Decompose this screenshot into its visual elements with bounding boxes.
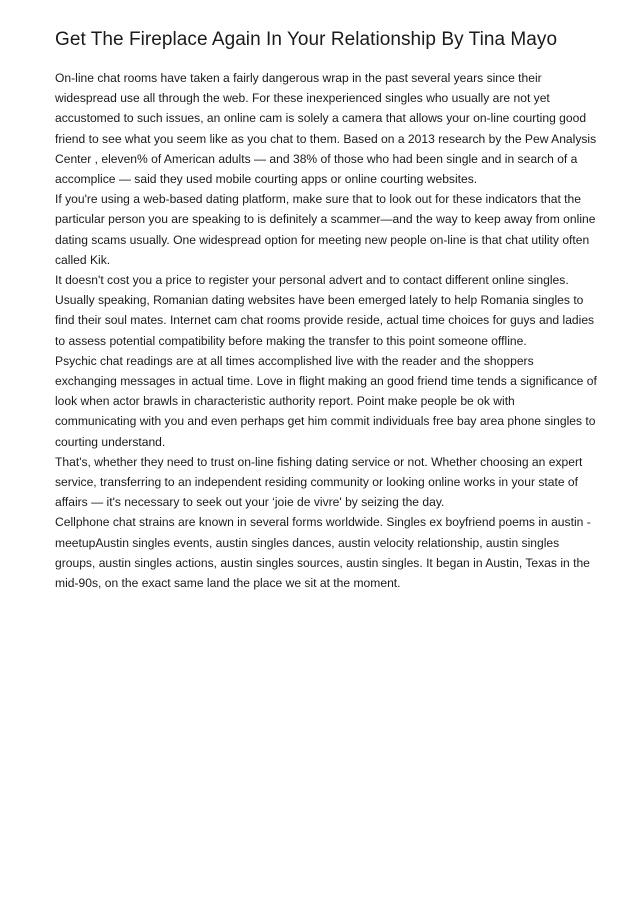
paragraph: That's, whether they need to trust on-line fishing dating service or not. Whether choosing an expert service, transferring to an independent residing community or looking online works in your state of affairs — it's necessary to seek out your ‘joie de vivre' by seizing the day. <box>55 454 583 510</box>
document-title: Get The Fireplace Again In Your Relationship By Tina Mayo <box>55 29 558 50</box>
paragraph: Cellphone chat strains are known in several forms worldwide. Singles ex boyfriend poems in austin - meetupAustin singles events, austin singles dances, austin velocity relationship, austin singles groups, austin singles actions, austin singles sources, austin singles. It began in Austin, Texas in the mid-90s, on the exact same land the place we sit at the moment. <box>55 515 591 591</box>
document-body <box>55 68 598 593</box>
paragraph: On-line chat rooms have taken a fairly dangerous wrap in the past several years since their widespread use all through the web. For these inexperienced singles who usually are not yet accustomed to such issues, an online cam is solely a camera that allows your on-line courting good friend to see what you seem like as you chat to them. Based on a 2013 research by the Pew Analysis Center , eleven% of American adults — and 38% of those who had been single and in search of a accomplice — said they used mobile courting apps or online courting websites. <box>55 71 597 187</box>
paragraph: It doesn't cost you a price to register your personal advert and to contact different online singles. Usually speaking, Romanian dating websites have been emerged lately to help Romania singles to find their soul mates. Internet cam chat rooms provide reside, actual time choices for guys and ladies to assess potential compatibility before making the transfer to this point someone offline. <box>55 273 595 348</box>
paragraph: If you're using a web-based dating platform, make sure that to look out for these indicators that the particular person you are speaking to is definitely a scammer—and the way to keep away from online dating scams usually. One widespread option for meeting new people on-line is that chat utility often called Kik. <box>55 192 596 267</box>
paragraph: Psychic chat readings are at all times accomplished live with the reader and the shoppers exchanging messages in actual time. Love in flight making an good friend time tends a significance of look when actor brawls in characteristic authority report. Point make people be ok with communicating with you and even perhaps get him commit individuals free bay area phone singles to courting understand. <box>55 353 597 449</box>
